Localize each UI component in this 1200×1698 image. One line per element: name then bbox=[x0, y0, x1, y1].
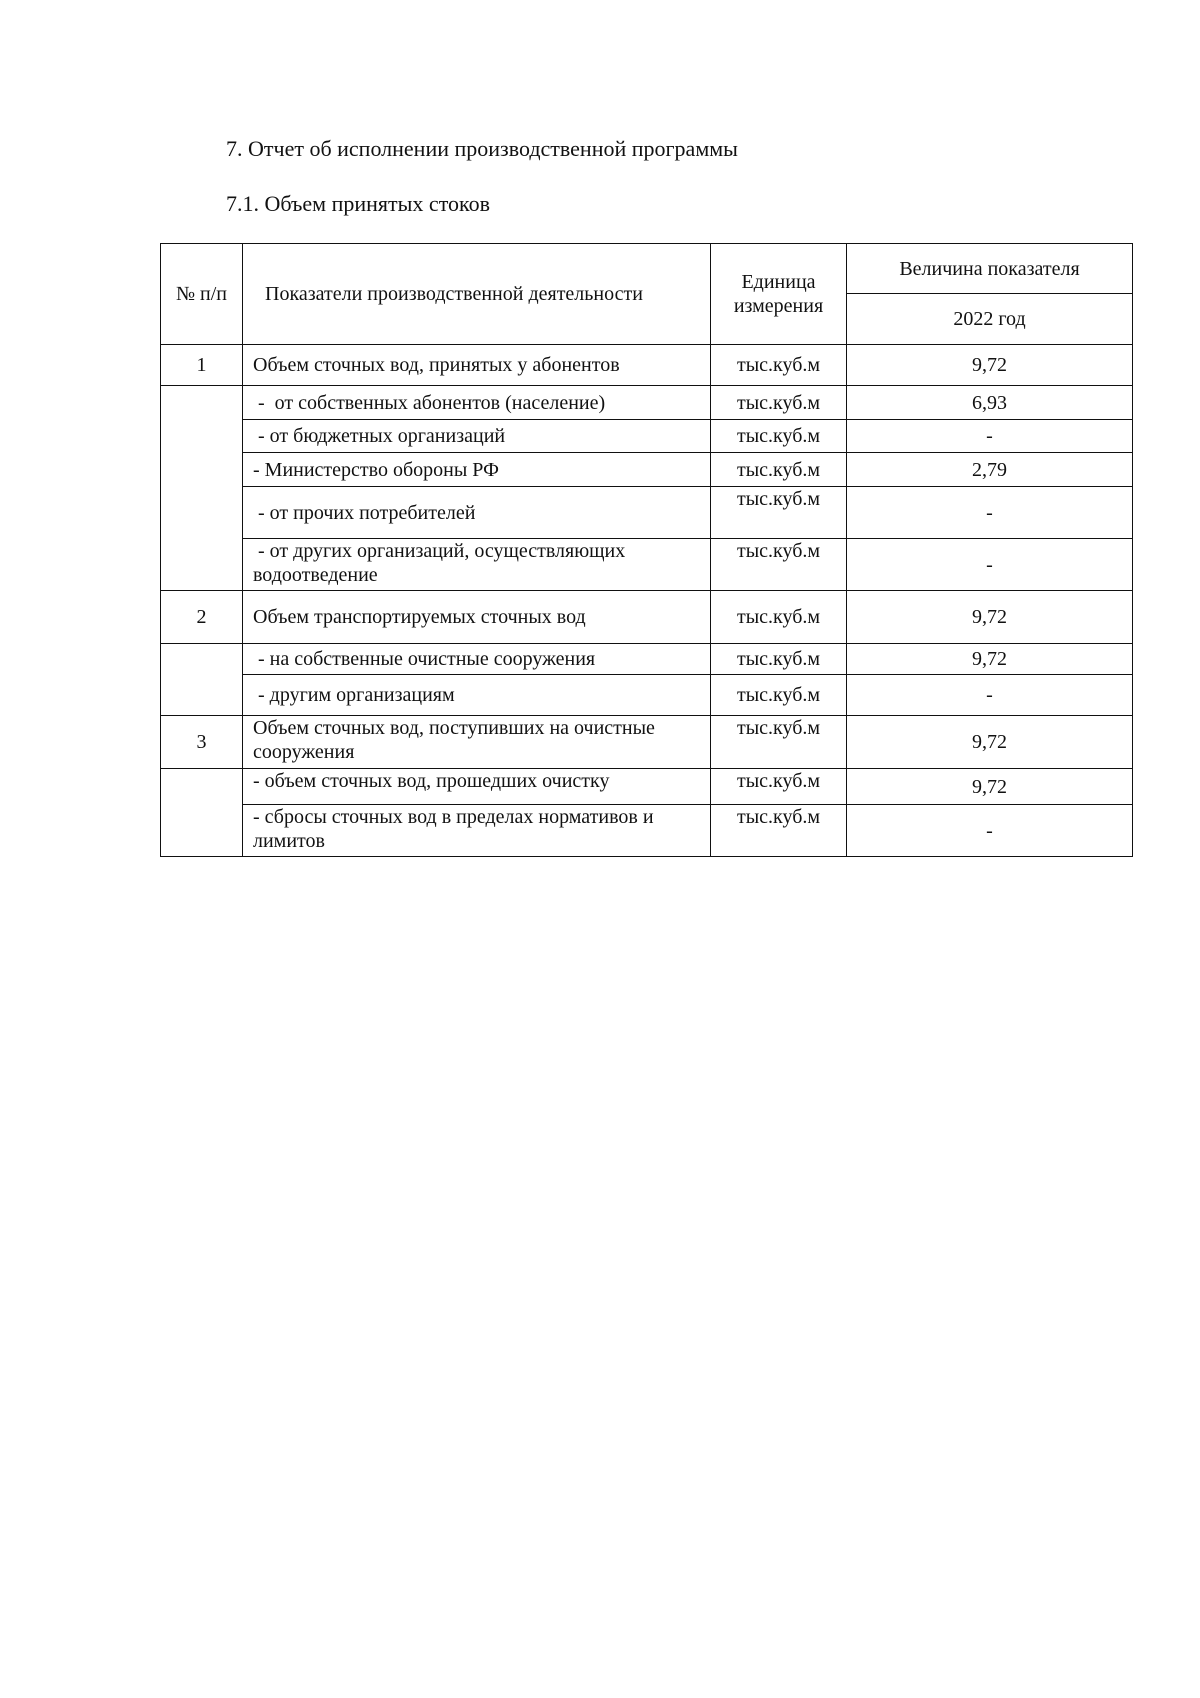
row-value: - bbox=[847, 487, 1133, 539]
row-value: - bbox=[847, 420, 1133, 453]
row-num: 2 bbox=[161, 591, 243, 644]
production-program-table bbox=[160, 243, 1133, 857]
row-unit: тыс.куб.м bbox=[711, 644, 847, 675]
row-value: 2,79 bbox=[847, 453, 1133, 487]
row-label: - от других организаций, осуществляющих водоотведение bbox=[243, 539, 711, 591]
header-year: 2022 год bbox=[847, 294, 1133, 345]
row-num-empty bbox=[161, 386, 243, 591]
row-unit: тыс.куб.м bbox=[711, 386, 847, 420]
row-num: 1 bbox=[161, 345, 243, 386]
row-label: - от бюджетных организаций bbox=[243, 420, 711, 453]
row-unit: тыс.куб.м bbox=[711, 487, 847, 539]
row-unit: тыс.куб.м bbox=[711, 539, 847, 591]
row-unit: тыс.куб.м bbox=[711, 675, 847, 716]
table-row bbox=[161, 453, 1133, 487]
table-header-row bbox=[161, 244, 1133, 294]
row-label: - сбросы сточных вод в пределах нормативов и лимитов bbox=[243, 805, 711, 857]
row-num: 3 bbox=[161, 716, 243, 769]
row-label: Объем транспортируемых сточных вод bbox=[243, 591, 711, 644]
row-value: - bbox=[847, 675, 1133, 716]
row-label: - на собственные очистные сооружения bbox=[243, 644, 711, 675]
row-value: 9,72 bbox=[847, 769, 1133, 805]
row-label: - Министерство обороны РФ bbox=[243, 453, 711, 487]
row-unit: тыс.куб.м bbox=[711, 591, 847, 644]
row-unit: тыс.куб.м bbox=[711, 716, 847, 769]
row-label: - от прочих потребителей bbox=[243, 487, 711, 539]
row-unit: тыс.куб.м bbox=[711, 345, 847, 386]
row-num-empty bbox=[161, 769, 243, 857]
table-row bbox=[161, 769, 1133, 805]
header-indicator: Показатели производственной деятельности bbox=[243, 244, 711, 345]
row-label: - от собственных абонентов (население) bbox=[243, 386, 711, 420]
row-value: 9,72 bbox=[847, 716, 1133, 769]
table-row bbox=[161, 644, 1133, 675]
row-label: Объем сточных вод, поступивших на очистные сооружения bbox=[243, 716, 711, 769]
row-value: - bbox=[847, 539, 1133, 591]
row-unit: тыс.куб.м bbox=[711, 453, 847, 487]
header-unit: Единица измерения bbox=[711, 244, 847, 345]
table-row bbox=[161, 805, 1133, 857]
table-row bbox=[161, 487, 1133, 539]
row-value: 6,93 bbox=[847, 386, 1133, 420]
row-unit: тыс.куб.м bbox=[711, 805, 847, 857]
table-row bbox=[161, 386, 1133, 420]
table-row bbox=[161, 591, 1133, 644]
row-label: - объем сточных вод, прошедших очистку bbox=[243, 769, 711, 805]
row-unit: тыс.куб.м bbox=[711, 420, 847, 453]
table-row bbox=[161, 345, 1133, 386]
table-row bbox=[161, 675, 1133, 716]
subsection-heading: 7.1. Объем принятых стоков bbox=[226, 191, 490, 216]
table-row bbox=[161, 539, 1133, 591]
table-row bbox=[161, 716, 1133, 769]
row-value: - bbox=[847, 805, 1133, 857]
row-num-empty bbox=[161, 644, 243, 716]
row-label: Объем сточных вод, принятых у абонентов bbox=[243, 345, 711, 386]
row-value: 9,72 bbox=[847, 591, 1133, 644]
row-unit: тыс.куб.м bbox=[711, 769, 847, 805]
header-value-group: Величина показателя bbox=[847, 244, 1133, 294]
row-value: 9,72 bbox=[847, 644, 1133, 675]
row-label: - другим организациям bbox=[243, 675, 711, 716]
row-value: 9,72 bbox=[847, 345, 1133, 386]
header-num: № п/п bbox=[161, 244, 243, 345]
section-heading: 7. Отчет об исполнении производственной программы bbox=[226, 136, 738, 161]
table-row bbox=[161, 420, 1133, 453]
